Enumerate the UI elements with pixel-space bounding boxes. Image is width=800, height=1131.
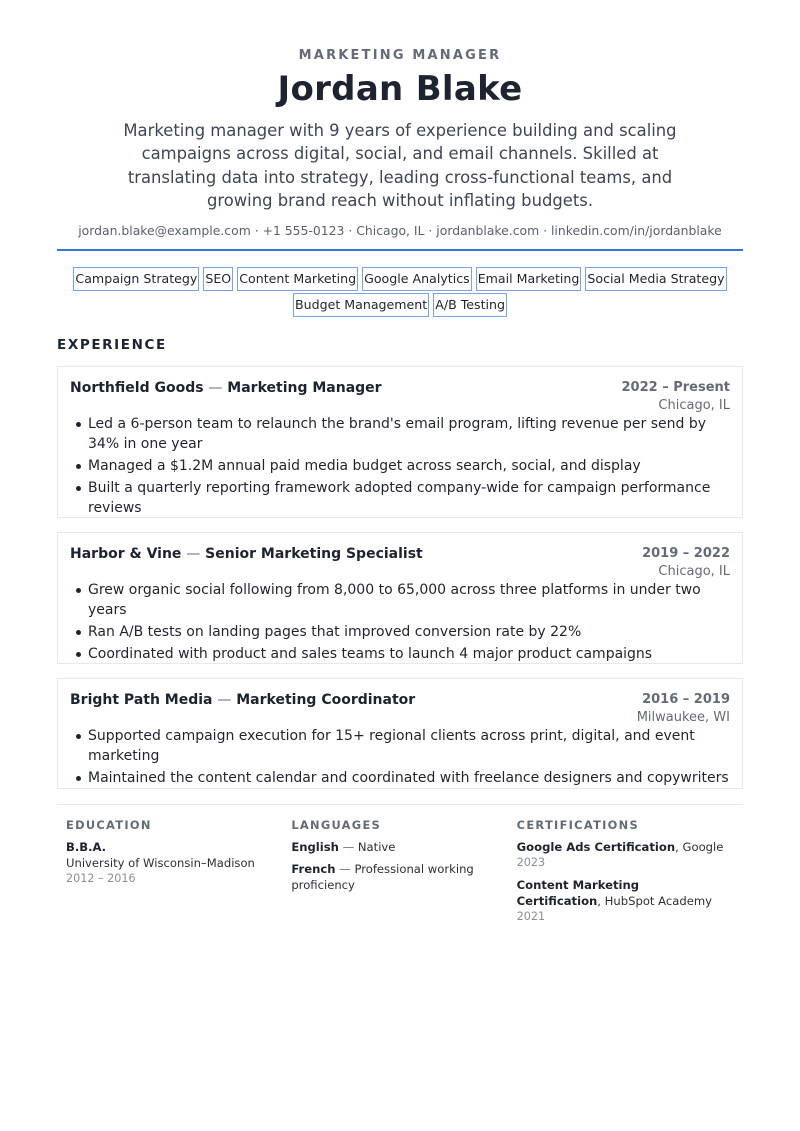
section-divider xyxy=(57,804,743,805)
certification-issuer: Google xyxy=(682,840,724,854)
skill-tag: Budget Management xyxy=(293,293,429,317)
skill-tag: Email Marketing xyxy=(476,267,582,291)
job-bullets xyxy=(70,414,730,518)
role-title: MARKETING MANAGER xyxy=(298,48,502,63)
job-bullets xyxy=(70,726,730,788)
certification-year: 2023 xyxy=(516,856,546,869)
certification-name: Content Marketing Certification xyxy=(516,878,640,908)
language-level: Native xyxy=(357,840,396,854)
job-location: Chicago, IL xyxy=(658,398,730,413)
education-heading: EDUCATION xyxy=(66,818,152,832)
education-school: University of Wisconsin–Madison xyxy=(66,856,255,870)
resume-header xyxy=(0,0,800,239)
bullet-item: Built a quarterly reporting framework adopted company-wide for campaign performance reviews xyxy=(88,478,730,518)
bullet-item: Led a 6-person team to relaunch the brand's email program, lifting revenue per send by 34% in one year xyxy=(88,414,730,454)
job-company: Bright Path Media xyxy=(70,692,213,708)
languages-heading: LANGUAGES xyxy=(291,818,382,832)
contact-line: jordan.blake@example.com · +1 555-0123 · Chicago, IL · jordanblake.com · linkedin.com/in/jordanblake xyxy=(78,223,722,239)
skill-tag: Content Marketing xyxy=(237,267,358,291)
skill-tag: Campaign Strategy xyxy=(73,267,199,291)
job-company: Harbor & Vine xyxy=(70,546,182,562)
certification-name: Google Ads Certification xyxy=(516,840,676,854)
job-title-line xyxy=(70,691,415,727)
language-name: French xyxy=(291,862,336,876)
job-location: Chicago, IL xyxy=(658,564,730,579)
certification-issuer: HubSpot Academy xyxy=(604,894,712,908)
job-position: Marketing Coordinator xyxy=(236,692,416,708)
job-dates: 2019 – 2022 xyxy=(642,546,730,561)
job-location: Milwaukee, WI xyxy=(636,710,730,725)
title-separator: — xyxy=(208,380,223,396)
job-entry xyxy=(57,678,743,789)
job-dates: 2022 – Present xyxy=(621,380,730,395)
title-separator: — xyxy=(186,546,201,562)
certifications-column xyxy=(517,818,742,931)
bullet-item: Maintained the content calendar and coordinated with freelance designers and copywriters xyxy=(88,770,729,787)
bullet-item: Ran A/B tests on landing pages that improved conversion rate by 22% xyxy=(88,622,730,642)
job-entry xyxy=(57,366,743,518)
title-separator: — xyxy=(217,692,232,708)
language-separator: — xyxy=(339,862,351,876)
job-dates: 2016 – 2019 xyxy=(642,692,730,707)
job-bullets xyxy=(70,580,730,664)
header-divider xyxy=(57,249,743,251)
language-item xyxy=(291,861,481,893)
certifications-heading: CERTIFICATIONS xyxy=(516,818,640,832)
job-company: Northfield Goods xyxy=(70,380,204,396)
experience-heading: EXPERIENCE xyxy=(57,337,167,353)
footer-columns xyxy=(66,818,742,931)
skill-tag: Google Analytics xyxy=(362,267,472,291)
candidate-name: Jordan Blake xyxy=(277,69,523,109)
job-title-line xyxy=(70,545,423,581)
language-level: Professional working proficiency xyxy=(291,862,474,892)
language-item xyxy=(291,839,481,855)
skill-tag: SEO xyxy=(203,267,233,291)
certification-item: Content Marketing Certification, HubSpot Academy 2021 xyxy=(517,877,742,925)
bullet-item: Grew organic social following from 8,000 to 65,000 across three platforms in under two years xyxy=(88,580,730,620)
language-separator: — xyxy=(342,840,355,854)
education-column xyxy=(66,818,291,931)
job-entry xyxy=(57,532,743,664)
bullet-item: Coordinated with product and sales teams to launch 4 major product campaigns xyxy=(88,644,730,664)
language-name: English xyxy=(291,840,339,854)
job-position: Senior Marketing Specialist xyxy=(205,546,423,562)
skills-list xyxy=(57,267,743,317)
summary-text: Marketing manager with 9 years of experience building and scaling campaigns across digital, social, and email channels. Skilled at translating data into strategy, leading cross-functional teams, and growing brand reach without inflating budgets. xyxy=(123,121,677,210)
languages-column xyxy=(291,818,516,931)
bullet-item: Managed a $1.2M annual paid media budget across search, social, and display xyxy=(88,456,730,476)
education-years: 2012 – 2016 xyxy=(66,872,136,885)
certification-item: Google Ads Certification, Google 2023 xyxy=(517,839,742,871)
education-degree: B.B.A. xyxy=(66,840,107,854)
job-position: Marketing Manager xyxy=(227,380,382,396)
certification-year: 2021 xyxy=(516,910,546,923)
skill-tag: Social Media Strategy xyxy=(585,267,726,291)
job-title-line xyxy=(70,379,382,415)
skill-tag: A/B Testing xyxy=(433,293,507,317)
bullet-item: Supported campaign execution for 15+ regional clients across print, digital, and event marketing xyxy=(88,726,730,766)
